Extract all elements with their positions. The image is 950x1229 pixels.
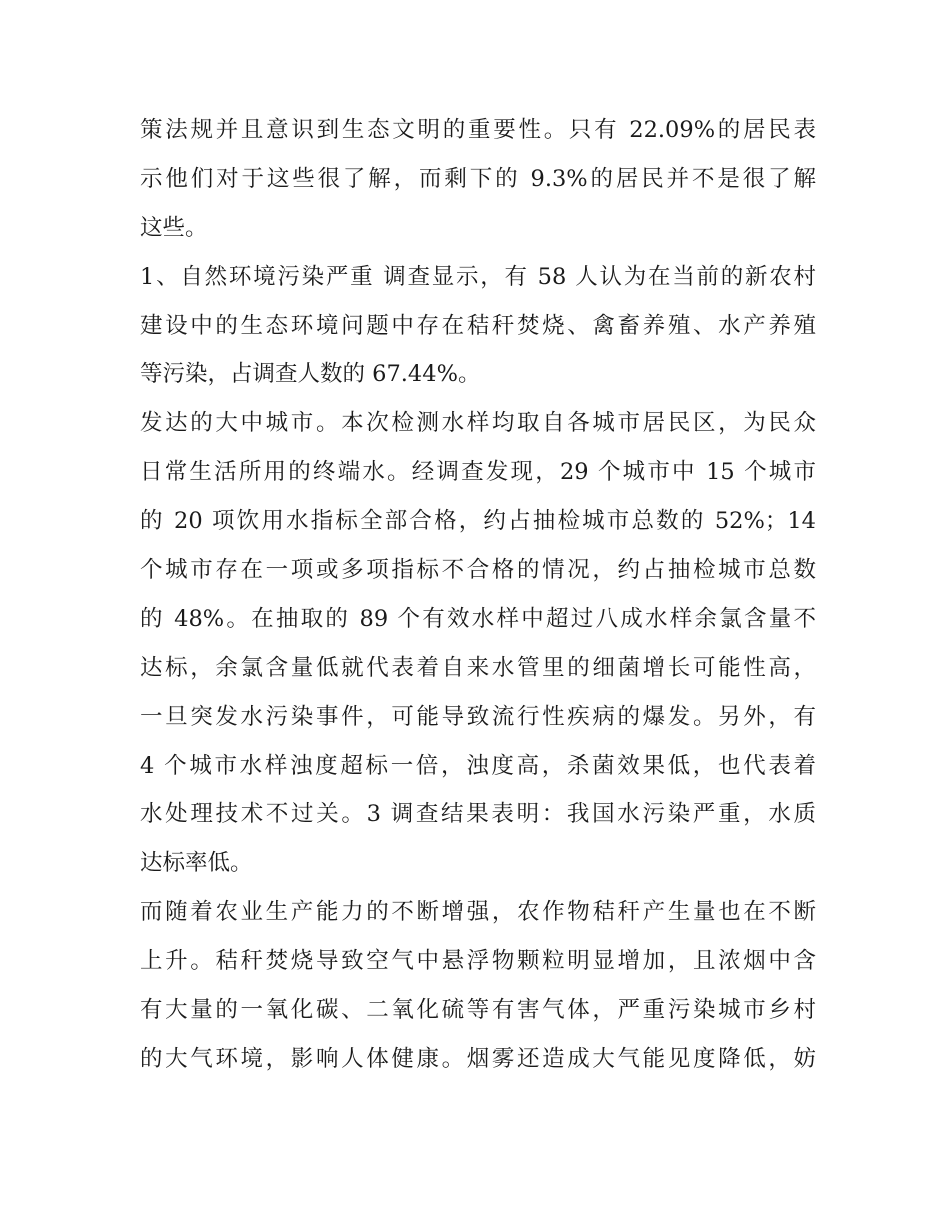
text-line: 等污染，占调查人数的 67.44%。 (140, 361, 481, 388)
text-line: 发达的大中城市。本次检测水样均取自各城市居民区，为民众 (140, 410, 816, 437)
paragraph-pollution-heading (140, 253, 816, 400)
text-line: 水处理技术不过关。3 调查结果表明：我国水污染严重，水质 (140, 801, 816, 828)
text-line: 日常生活所用的终端水。经调查发现，29 个城市中 15 个城市 (140, 459, 816, 486)
text-line: 1、自然环境污染严重 调查显示，有 58 人认为在当前的新农村 (140, 263, 816, 290)
text-line: 示他们对于这些很了解，而剩下的 9.3%的居民并不是很了解 (140, 165, 816, 192)
text-line: 达标率低。 (140, 850, 253, 877)
text-line: 一旦突发水污染事件，可能导致流行性疾病的爆发。另外，有 (140, 703, 816, 730)
text-line: 达标，余氯含量低就代表着自来水管里的细菌增长可能性高， (140, 654, 816, 681)
text-line: 有大量的一氧化碳、二氧化硫等有害气体，严重污染城市乡村 (140, 997, 816, 1024)
text-line: 的 20 项饮用水指标全部合格，约占抽检城市总数的 52%；14 (140, 508, 816, 535)
paragraph-water-quality (140, 399, 816, 888)
text-line: 的大气环境，影响人体健康。烟雾还造成大气能见度降低，妨 (140, 1045, 816, 1072)
text-line: 4 个城市水样浊度超标一倍，浊度高，杀菌效果低，也代表着 (140, 752, 816, 779)
text-line: 而随着农业生产能力的不断增强，农作物秸秆产生量也在不断 (140, 899, 816, 926)
text-line: 这些。 (140, 214, 208, 241)
paragraph-straw-burning (140, 888, 816, 1084)
text-line: 个城市存在一项或多项指标不合格的情况，约占抽检城市总数 (140, 557, 816, 584)
paragraph-survey-awareness (140, 106, 816, 253)
text-line: 建设中的生态环境问题中存在秸秆焚烧、禽畜养殖、水产养殖 (140, 312, 816, 339)
text-line: 的 48%。在抽取的 89 个有效水样中超过八成水样余氯含量不 (140, 605, 816, 632)
text-line: 上升。秸秆焚烧导致空气中悬浮物颗粒明显增加，且浓烟中含 (140, 948, 816, 975)
document-body (140, 106, 816, 1084)
text-line: 策法规并且意识到生态文明的重要性。只有 22.09%的居民表 (140, 117, 816, 143)
